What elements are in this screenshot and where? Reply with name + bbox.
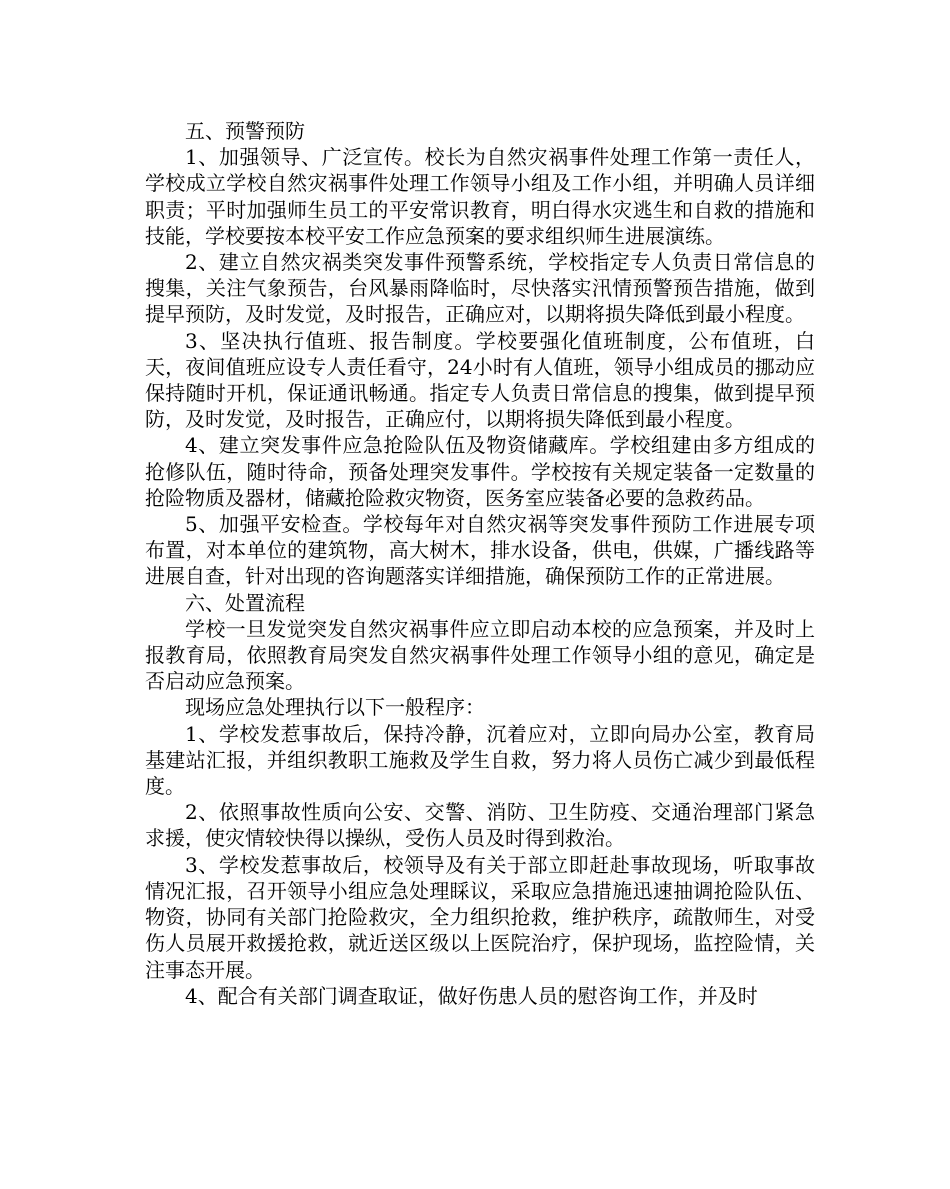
- paragraph-6-intro: 学校一旦发觉突发自然灾祸事件应立即启动本校的应急预案，并及时上报教育局，依照教育局突发自然灾祸事件处理工作领导小组的意见，确定是否启动应急预案。: [145, 616, 815, 694]
- paragraph-6-4: 4、配合有关部门调查取证，做好伤患人员的慰咨询工作，并及时: [185, 983, 758, 1008]
- section-heading-5: 五、预警预防: [185, 119, 305, 143]
- paragraph-5-3: 3、坚决执行值班、报告制度。学校要强化值班制度，公布值班，白天，夜间值班应设专人责任看守，24小时有人值班，领导小组成员的挪动应保持随时开机，保证通讯畅通。指定专人负责日常信息的搜集，做到提早预防，及时发觉，及时报告，正确应付，以期将损失降低到最小程度。: [145, 328, 815, 432]
- section-heading-6: 六、处置流程: [185, 590, 305, 615]
- document-body: [145, 118, 815, 1009]
- paragraph-5-1: 1、加强领导、广泛宣传。校长为自然灾祸事件处理工作第一责任人，学校成立学校自然灾祸事件处理工作领导小组及工作小组，并明确人员详细职责；平时加强师生员工的平安常识教育，明白得水灾逃生和自救的措施和技能，学校要按本校平安工作应急预案的要求组织师生进展演练。: [145, 145, 815, 248]
- paragraph-5-4: 4、建立突发事件应急抢险队伍及物资储藏库。学校组建由多方组成的抢修队伍，随时待命，预备处理突发事件。学校按有关规定装备一定数量的抢险物质及器材，储藏抢险救灾物资，医务室应装备必要的急救药品。: [145, 433, 815, 510]
- paragraph-6-2: 2、依照事故性质向公安、交警、消防、卫生防疫、交通治理部门紧急求援，使灾情较快得以操纵，受伤人员及时得到救治。: [145, 800, 815, 851]
- paragraph-5-2: 2、建立自然灾祸类突发事件预警系统，学校指定专人负责日常信息的搜集，关注气象预告，台风暴雨降临时，尽快落实汛情预警预告措施，做到提早预防，及时发觉，及时报告，正确应对，以期将损失降低到最小程度。: [145, 250, 815, 327]
- paragraph-6-3: 3、学校发惹事故后，校领导及有关于部立即赶赴事故现场，听取事故情况汇报，召开领导小组应急处理睬议，采取应急措施迅速抽调抢险队伍、物资，协同有关部门抢险救灾，全力组织抢救，维护秩序，疏散师生，对受伤人员展开救援抢救，就近送区级以上医院治疗，保护现场，监控险情，关注事态开展。: [145, 852, 815, 982]
- paragraph-5-5: 5、加强平安检查。学校每年对自然灾祸等突发事件预防工作进展专项布置，对本单位的建筑物，高大树木，排水设备，供电，供媒，广播线路等进展自查，针对出现的咨询题落实详细措施，确保预防工作的正常进展。: [145, 512, 815, 589]
- paragraph-6-procedure: 现场应急处理执行以下一般程序：: [185, 695, 485, 720]
- paragraph-6-1: 1、学校发惹事故后，保持冷静，沉着应对，立即向局办公室，教育局基建站汇报，并组织教职工施救及学生自救，努力将人员伤亡减少到最低程度。: [145, 721, 815, 799]
